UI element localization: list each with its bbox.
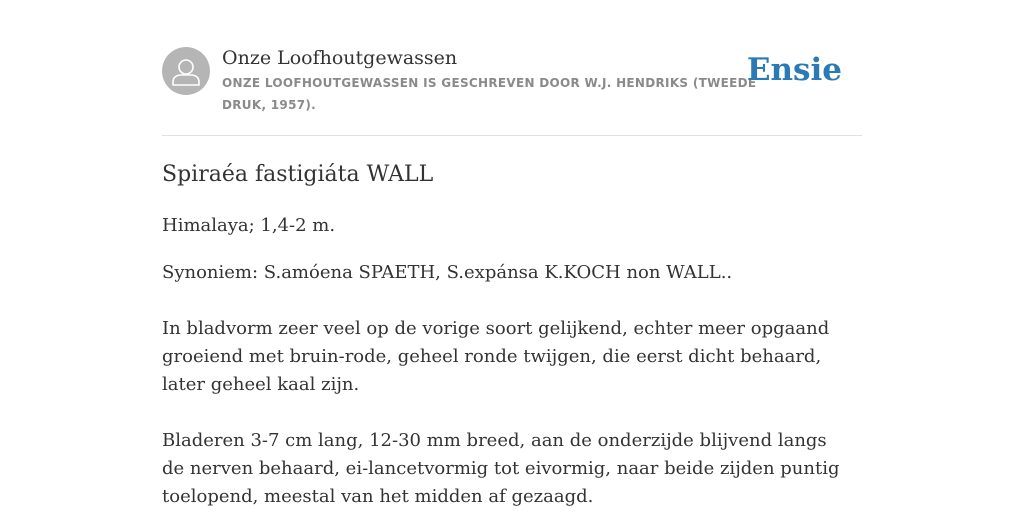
publication-title[interactable]: Onze Loofhoutgewassen	[222, 47, 458, 69]
publication-subtitle: ONZE LOOFHOUTGEWASSEN IS GESCHREVEN DOOR W.J. HENDRIKS (TWEEDE DRUK, 1957).	[222, 76, 757, 112]
brand-logo[interactable]: Ensie	[746, 52, 842, 88]
avatar[interactable]	[162, 47, 210, 95]
entry-synonyms: Synoniem: S.amóena SPAETH, S.expánsa K.KOCH non WALL..	[162, 262, 733, 283]
entry-title: Spiraéa fastigiáta WALL	[162, 162, 434, 187]
entry-description: In bladvorm zeer veel op de vorige soort gelijkend, echter meer opgaand groeiend met bruin-rode, geheel ronde twijgen, die eerst dicht behaard, later geheel kaal zijn.	[162, 318, 830, 395]
user-icon	[162, 47, 210, 95]
publication-info	[222, 45, 762, 116]
entry-leaves: Bladeren 3-7 cm lang, 12-30 mm breed, aan de onderzijde blijvend langs de nerven behaard, ei-lancetvormig tot eivormig, naar beide zijden puntig toelopend, meestal van het midden af gezaagd.	[162, 430, 840, 507]
entry-body	[162, 212, 842, 511]
entry-origin: Himalaya; 1,4-2 m.	[162, 215, 336, 236]
page-container	[162, 0, 862, 507]
publication-header	[162, 0, 862, 136]
